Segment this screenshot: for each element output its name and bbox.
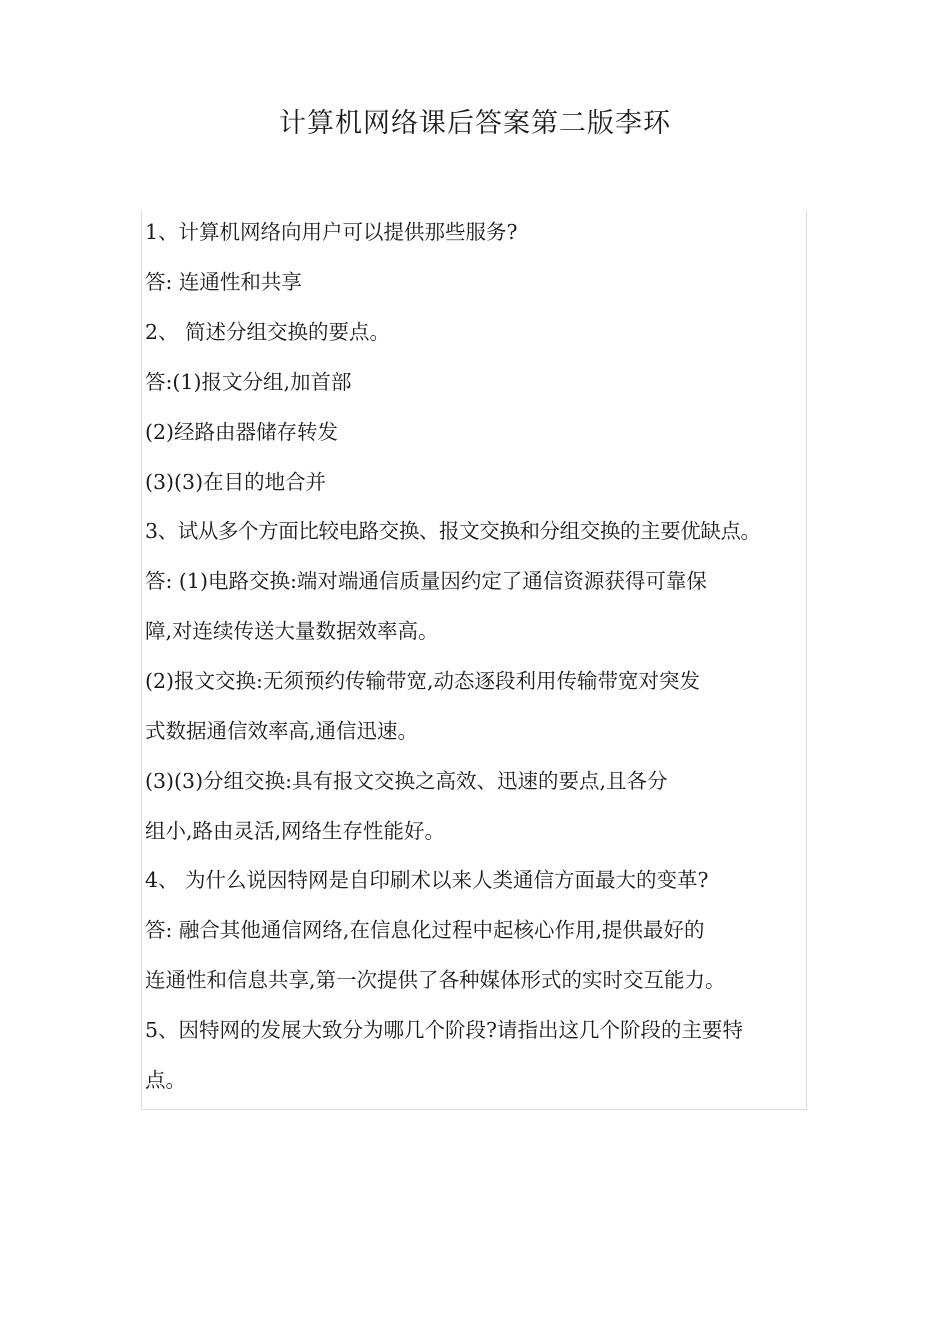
answer-2-line-2: (2)经路由器储存转发 <box>145 420 339 444</box>
answer-3-line-4: 式数据通信效率高,通信迅速。 <box>145 719 419 743</box>
answer-3-line-1: 答: (1)电路交换:端对端通信质量因约定了通信资源获得可靠保 <box>145 569 707 593</box>
question-4-line: 4、 为什么说因特网是自印刷术以来人类通信方面最大的变革? <box>145 868 709 892</box>
answer-3-line-3: (2)报文交换:无须预约传输带宽,动态逐段利用传输带宽对突发 <box>145 669 700 693</box>
answer-4-line-1: 答: 融合其他通信网络,在信息化过程中起核心作用,提供最好的 <box>145 918 705 942</box>
question-2-line: 2、 简述分组交换的要点。 <box>145 320 391 344</box>
answer-3-line-5: (3)(3)分组交换:具有报文交换之高效、迅速的要点,且各分 <box>145 769 668 793</box>
question-3-line: 3、试从多个方面比较电路交换、报文交换和分组交换的主要优缺点。 <box>145 519 761 543</box>
question-5-line-1: 5、因特网的发展大致分为哪几个阶段?请指出这几个阶段的主要特 <box>145 1018 744 1042</box>
answer-4-line-2: 连通性和信息共享,第一次提供了各种媒体形式的实时交互能力。 <box>145 968 726 992</box>
answer-3-line-6: 组小,路由灵活,网络生存性能好。 <box>145 819 446 843</box>
answer-3-line-2: 障,对连续传送大量数据效率高。 <box>145 619 439 643</box>
question-5-line-2: 点。 <box>145 1068 186 1092</box>
page-title: 计算机网络课后答案第二版李环 <box>279 108 671 139</box>
question-1-line: 1、计算机网络向用户可以提供那些服务? <box>145 220 518 244</box>
answer-1-line: 答: 连通性和共享 <box>145 270 302 294</box>
answer-2-line-1: 答:(1)报文分组,加首部 <box>145 370 352 394</box>
answer-2-line-3: (3)(3)在目的地合并 <box>145 470 327 494</box>
